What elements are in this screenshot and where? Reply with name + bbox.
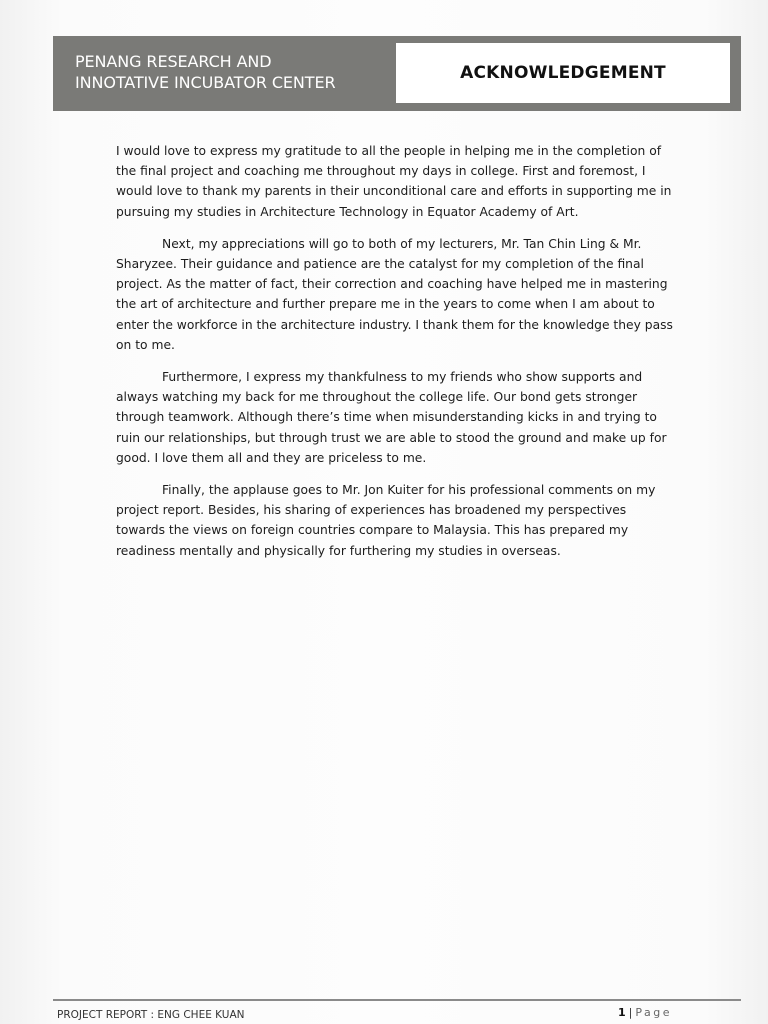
acknowledgement-body — [116, 141, 676, 573]
page-word: Page — [635, 1006, 672, 1019]
organization-name — [75, 51, 336, 93]
section-title-box — [396, 43, 730, 103]
footer-page-indicator — [618, 1006, 672, 1019]
section-title: ACKNOWLEDGEMENT — [460, 63, 666, 83]
footer-report-label: PROJECT REPORT : ENG CHEE KUAN — [57, 1009, 245, 1021]
page-separator: | — [628, 1006, 633, 1019]
paragraph-3: Furthermore, I express my thankfulness to my friends who show supports and always watching my back for me throughout the college life. Our bond gets stronger through teamwork. Although there’s time when misunderstanding kicks in and trying to ruin our relationships, but through trust we are able to stood the ground and make up for good. I love them all and they are priceless to me. — [116, 370, 667, 465]
paragraph-1: I would love to express my gratitude to all the people in helping me in the completion of the final project and coaching me throughout my days in college. First and foremost, I would love to thank my parents in their unconditional care and efforts in supporting me in pursuing my studies in Architecture Technology in Equator Academy of Art. — [116, 144, 672, 219]
organization-name-line2: INNOTATIVE INCUBATOR CENTER — [75, 73, 336, 92]
organization-name-line1: PENANG RESEARCH AND — [75, 52, 272, 71]
paragraph-2: Next, my appreciations will go to both of my lecturers, Mr. Tan Chin Ling & Mr. Sharyzee. Their guidance and patience are the catalyst for my completion of the final project. As the matter of fact, their correction and coaching have helped me in mastering the art of architecture and further prepare me in the years to come when I am about to enter the workforce in the architecture industry. I thank them for the knowledge they pass on to me. — [116, 236, 673, 352]
page-number: 1 — [617, 1006, 626, 1019]
header-band — [53, 36, 741, 111]
paragraph-4: Finally, the applause goes to Mr. Jon Kuiter for his professional comments on my project report. Besides, his sharing of experiences has broadened my perspectives towards the views on foreign countries compare to Malaysia. This has prepared my readiness mentally and physically for furthering my studies in overseas. — [116, 483, 656, 558]
footer-divider — [53, 999, 741, 1001]
